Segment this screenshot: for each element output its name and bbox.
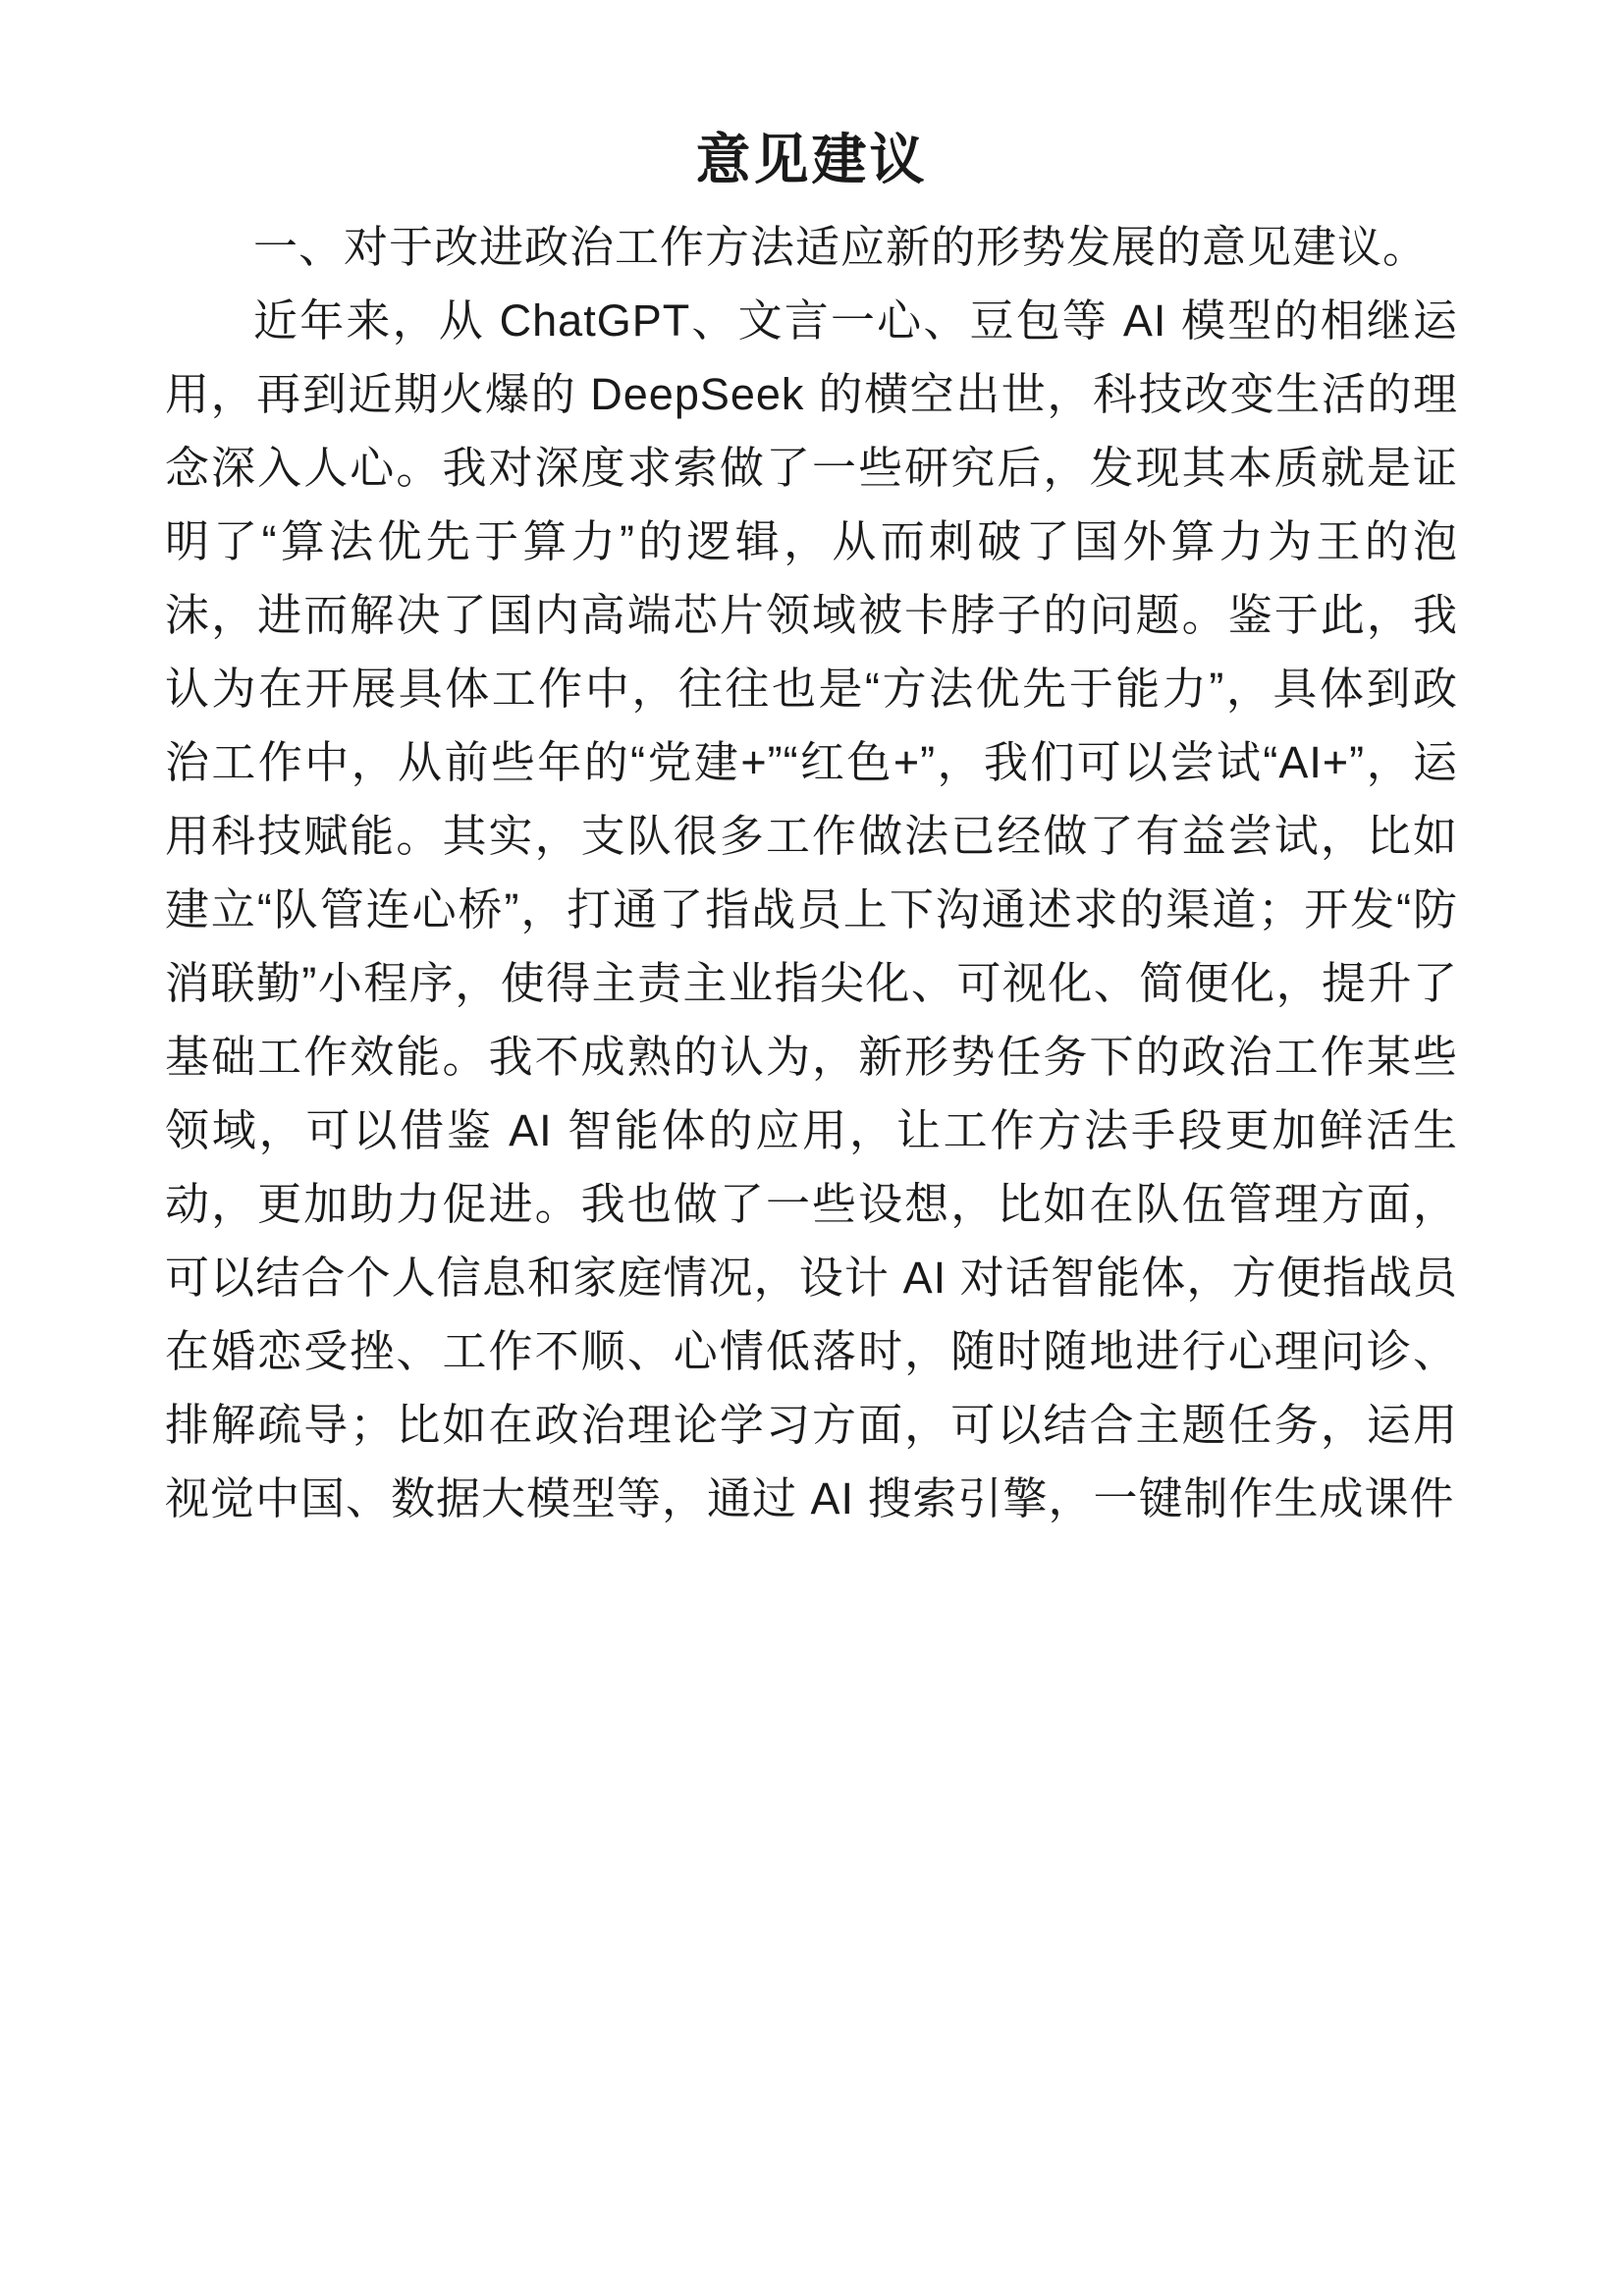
section-heading-paragraph: 一、对于改进政治工作方法适应新的形势发展的意见建议。 (253, 222, 1429, 272)
body-paragraph: 近年来，从 ChatGPT、文言一心、豆包等 AI 模型的相继运用，再到近期火爆的 DeepSeek 的横空出世，科技改变生活的理念深入人心。我对深度求索做了一些研究后，发现其本质就是证明了“算法优先于算力”的逻辑，从而刺破了国外算力为王的泡沫，进而解决了国内高端芯片领域被卡脖子的问题。鉴于此，我认为在开展具体工作中，往往也是“方法优先于能力”，具体到政治工作中，从前些年的“党建+”“红色+”，我们可以尝试“AI+”，运用科技赋能。其实，支队很多工作做法已经做了有益尝试，比如建立“队管连心桥”，打通了指战员上下沟通述求的渠道；开发“防消联勤”小程序，使得主责主业指尖化、可视化、简便化，提升了基础工作效能。我不成熟的认为，新形势任务下的政治工作某些领域，可以借鉴 AI 智能体的应用，让工作方法手段更加鲜活生动，更加助力促进。我也做了一些设想，比如在队伍管理方面，可以结合个人信息和家庭情况，设计 AI 对话智能体，方便指战员在婚恋受挫、工作不顺、心情低落时，随时随地进行心理问诊、排解疏导；比如在政治理论学习方面，可以结合主题任务，运用视觉中国、数据大模型等，通过 AI 搜索引擎，一键制作生成课件 (165, 295, 1458, 1523)
document-title: 意见建议 (695, 129, 928, 190)
